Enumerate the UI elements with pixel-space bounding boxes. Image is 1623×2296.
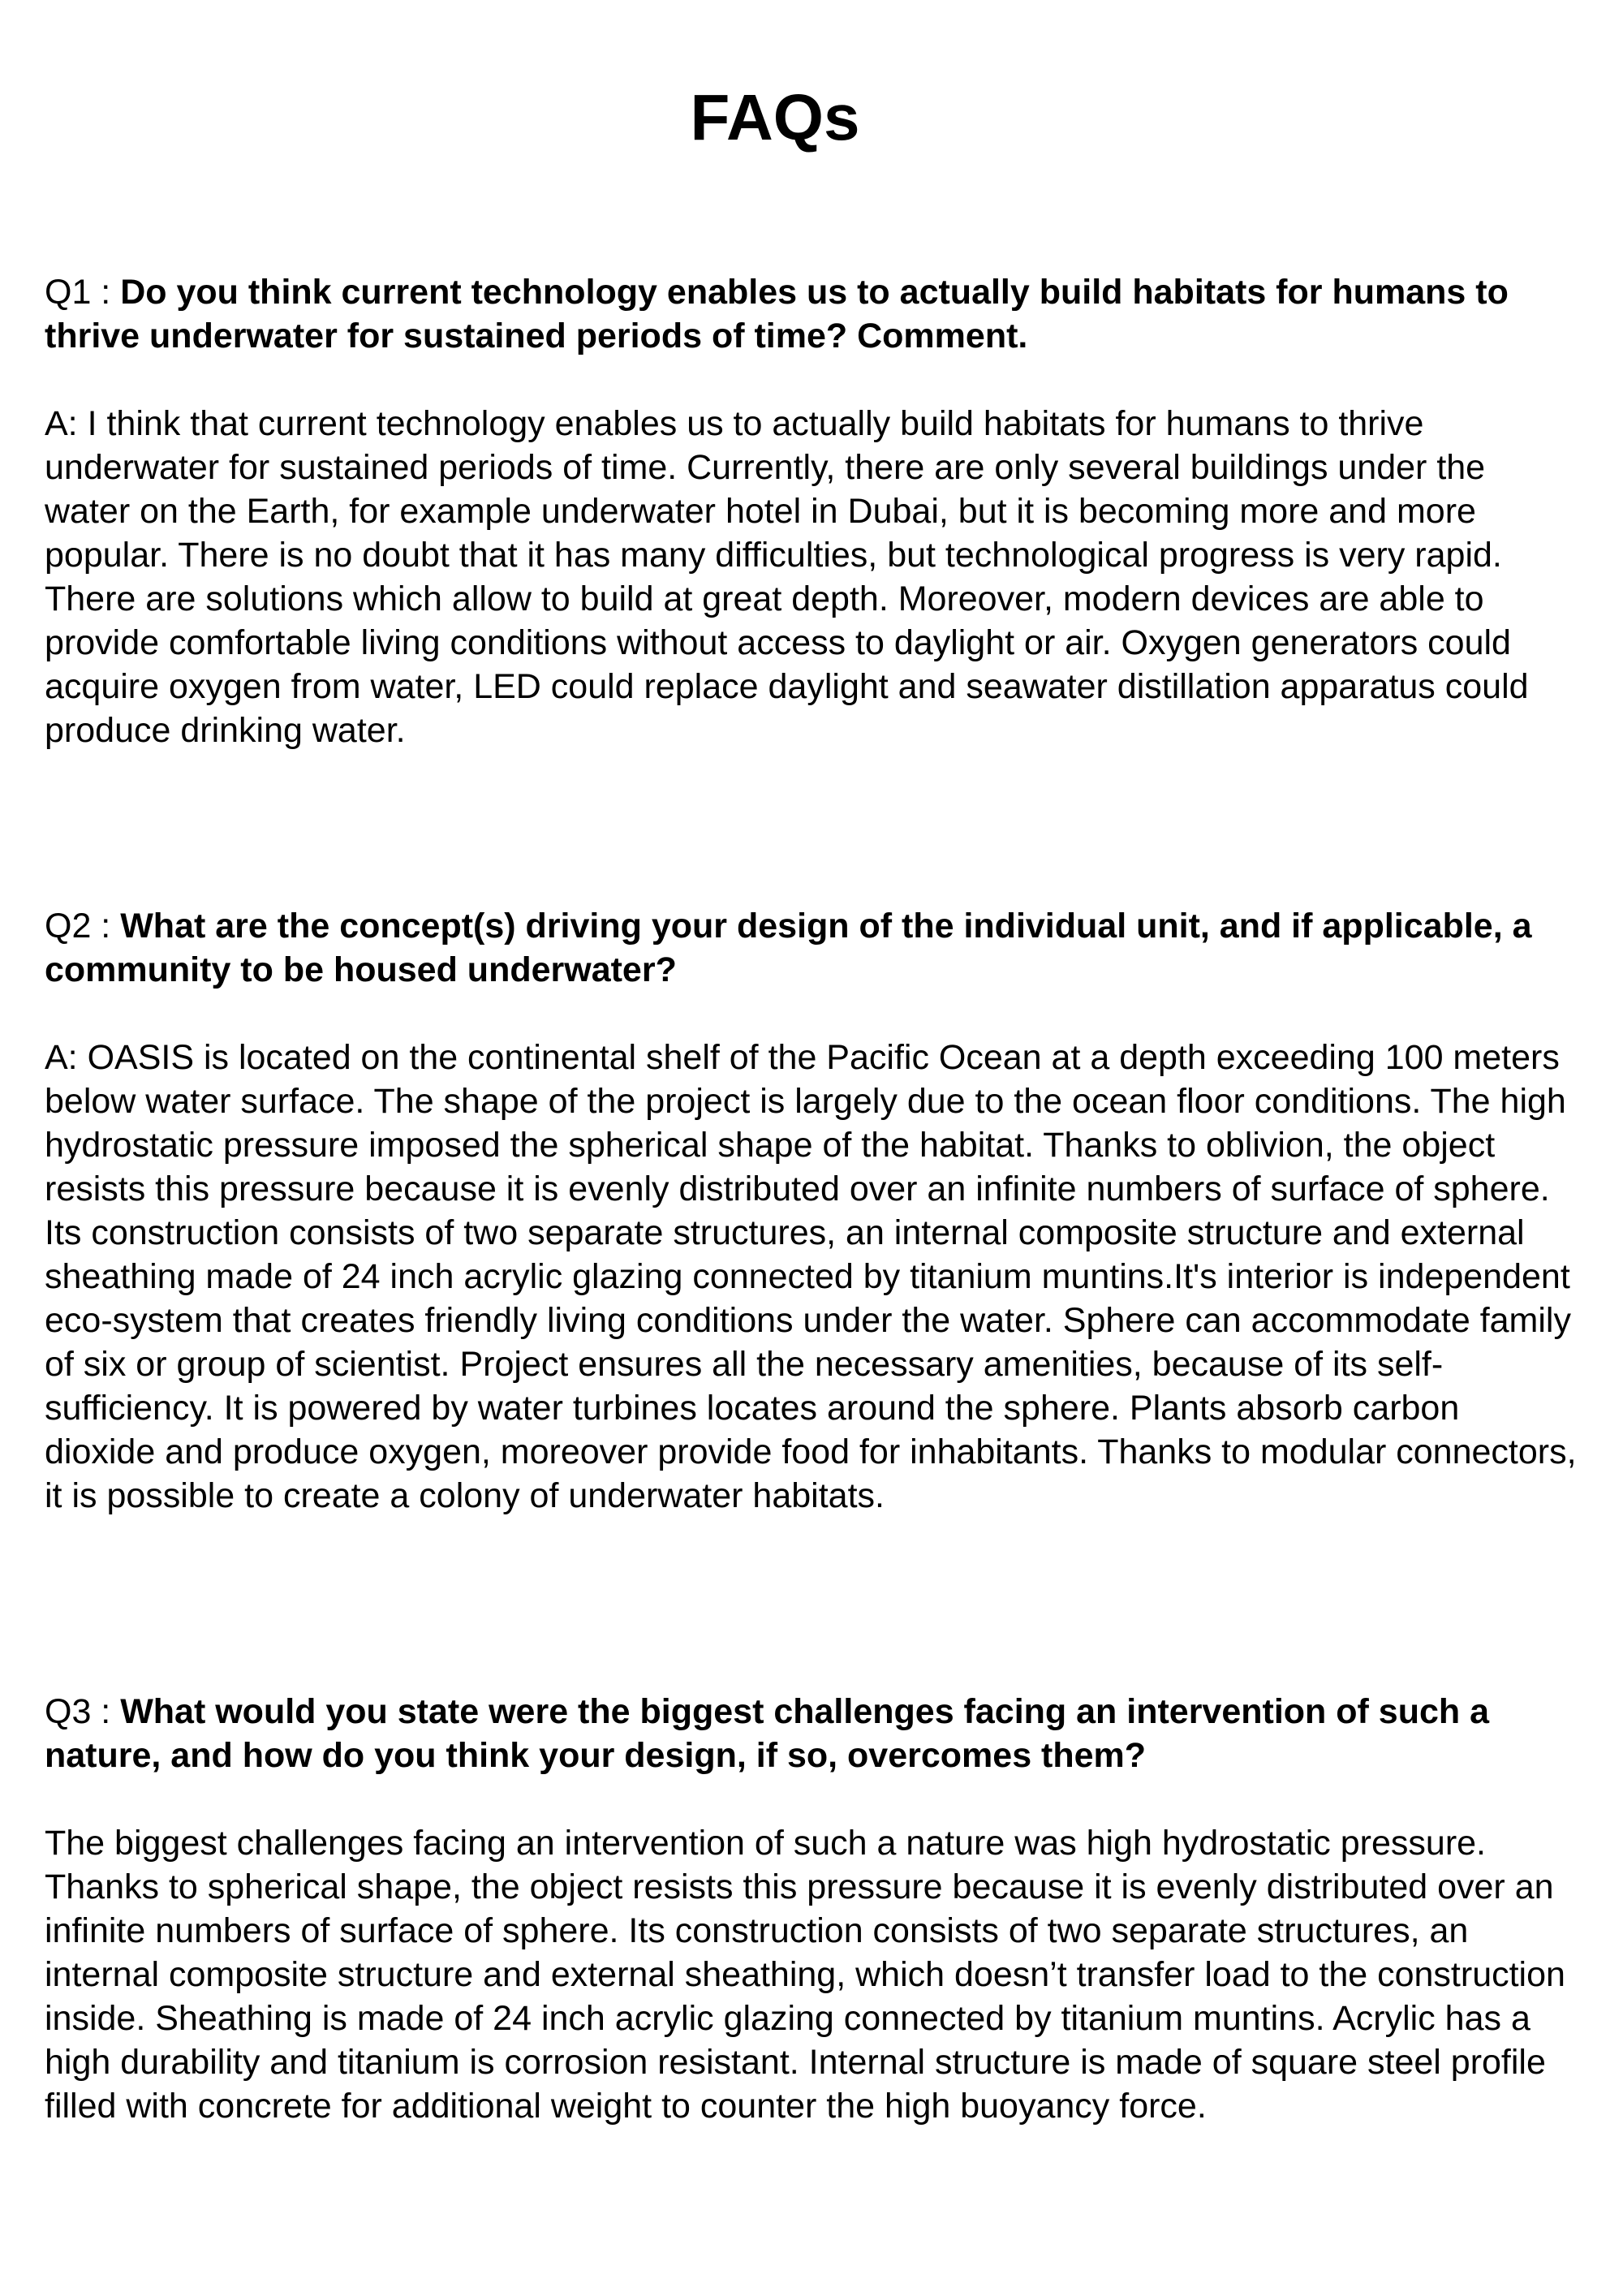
answer-3-text: The biggest challenges facing an intervention of such a nature was high hydrostatic pressure. Thanks to spherical shape, the object resists this pressure because it is evenly distributed over an infinite numbers of surface of sphere. Its construction consists of two separate structures, an internal composite structure and external sheathing, which doesn’t transfer load to the construction inside. Sheathing is made of 24 inch acrylic glazing connected by titanium muntins. Acrylic has a high durability and titanium is corrosion resistant. Internal structure is made of square steel profile filled with concrete for additional weight to counter the high buoyancy force.	[45, 1824, 1565, 2126]
question-1-text: Do you think current technology enables us to actually build habitats for humans to thrive underwater for sustained periods of time? Comment.	[45, 273, 1509, 355]
faq-item-3	[45, 1690, 1578, 2128]
question-1	[45, 270, 1578, 358]
question-3-text: What would you state were the biggest challenges facing an intervention of such a nature, and how do you think your design, if so, overcomes them?	[45, 1692, 1490, 1775]
question-2	[45, 904, 1578, 992]
question-3	[45, 1690, 1578, 1777]
page-title: FAQs	[690, 81, 860, 153]
question-2-number: Q2 :	[45, 907, 121, 946]
answer-1-text: A: I think that current technology enables us to actually build habitats for humans to thrive underwater for sustained periods of time. Currently, there are only several buildings under the water on the Earth, for example underwater hotel in Dubai, but it is becoming more and more popular. There is no doubt that it has many difficulties, but technological progress is very rapid. There are solutions which allow to build at great depth. Moreover, modern devices are able to provide comfortable living conditions without access to daylight or air. Oxygen generators could acquire oxygen from water, LED could replace daylight and seawater distillation apparatus could produce drinking water.	[45, 404, 1529, 750]
answer-2-text: A: OASIS is located on the continental shelf of the Pacific Ocean at a depth exceeding 100 meters below water surface. The shape of the project is largely due to the ocean floor conditions. The high hydrostatic pressure imposed the spherical shape of the habitat. Thanks to oblivion, the object resists this pressure because it is evenly distributed over an infinite numbers of surface of sphere. Its construction consists of two separate structures, an internal composite structure and external sheathing made of 24 inch acrylic glazing connected by titanium muntins.It's interior is independent eco-system that creates friendly living conditions under the water. Sphere can accommodate family of six or group of scientist. Project ensures all the necessary amenities, because of its self-sufficiency. It is powered by water turbines locates around the sphere. Plants absorb carbon dioxide and produce oxygen, moreover provide food for inhabitants. Thanks to modular connectors, it is possible to create a colony of underwater habitats.	[45, 1038, 1577, 1515]
question-3-number: Q3 :	[45, 1692, 121, 1731]
faq-item-1	[45, 270, 1578, 752]
question-1-number: Q1 :	[45, 273, 121, 312]
question-2-text: What are the concept(s) driving your design of the individual unit, and if applicable, a community to be housed underwater?	[45, 907, 1532, 989]
faq-item-2	[45, 904, 1578, 1518]
